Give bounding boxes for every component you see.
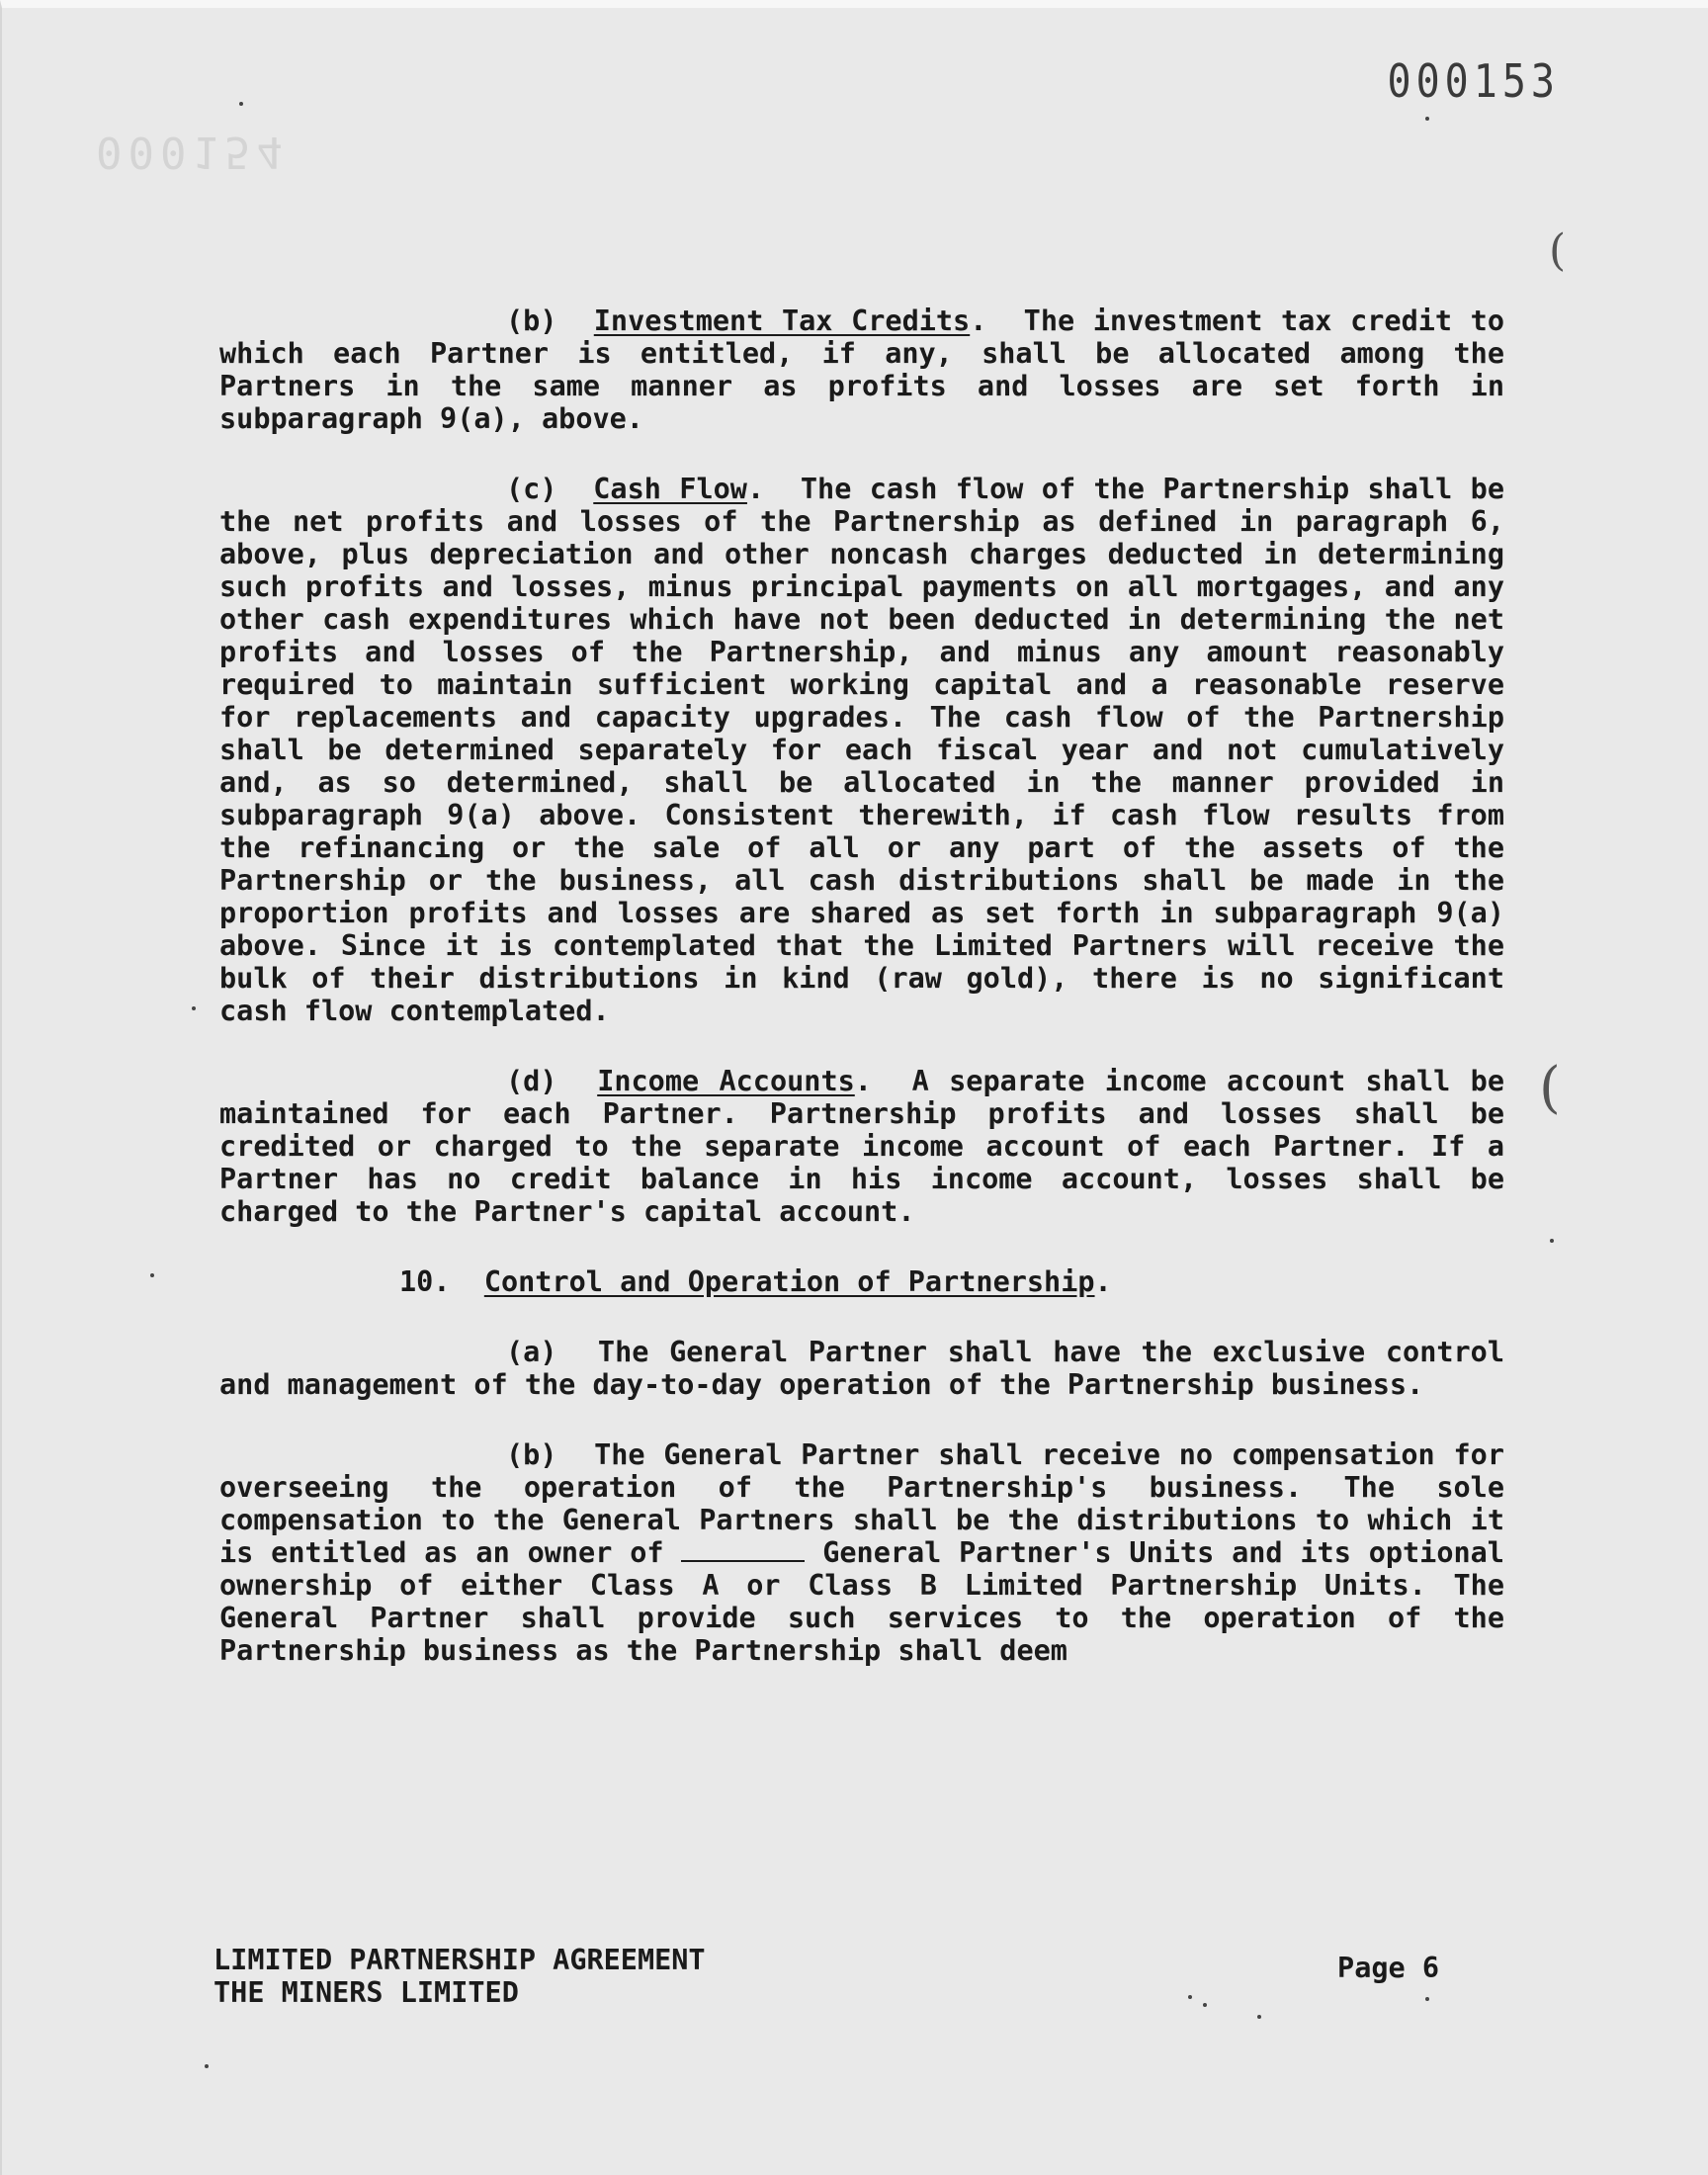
paragraph-10b (219, 1438, 1504, 1667)
footer-title: LIMITED PARTNERSHIP AGREEMENT (214, 1944, 706, 1976)
para-text: The General Partner shall receive no compensation for overseeing the operation of the Partnership's business. The sole compensation to the General Partners shall be the distributions to which it is entitled as an owner of (219, 1438, 1504, 1569)
paragraph-10a (219, 1336, 1504, 1401)
para-title: Income Accounts (597, 1065, 855, 1097)
para-text: The investment tax credit to which each Partner is entitled, if any, shall be allocated among the Partners in the same manner as profits and losses are set forth in subparagraph 9(a), above. (219, 304, 1504, 435)
margin-mark: ( (1549, 225, 1567, 276)
scan-speck (150, 1273, 154, 1277)
bleed-through-number: 000154 (96, 127, 289, 177)
footer-subtitle: THE MINERS LIMITED (214, 1976, 519, 2009)
scan-speck (1257, 2015, 1261, 2019)
scan-speck (1188, 1995, 1192, 1999)
para-text: The General Partner shall have the exclusive control and management of the day-to-day operation of the Partnership business. (219, 1336, 1504, 1401)
scan-speck (1203, 2003, 1207, 2007)
section-number: 10. (399, 1265, 451, 1298)
page-footer (214, 1944, 1439, 2009)
para-label: (b) (506, 1438, 557, 1471)
para-text: General Partner's Units and its optional ownership of either Class A or Class B Limited Partnership Units. The General Partner shall provide such services to the operation of the Partnership business as the Partnership shall deem (219, 1536, 1504, 1667)
para-title: Investment Tax Credits (593, 304, 971, 337)
para-label: (d) (506, 1065, 557, 1097)
body-text (219, 304, 1504, 1704)
paragraph-9b: (b) Investment Tax Credits. The investment tax credit to which each Partner is entitled, if any, shall be allocated among the Partners in the same manner as profits and losses are set forth in subparagraph 9(a), above. (219, 304, 1504, 435)
para-label: (b) (506, 304, 557, 337)
paragraph-9d: (d) Income Accounts. A separate income account shall be maintained for each Partner. Partnership profits and losses shall be credited or charged to the separate income account of each Partner. If a Partner has no credit balance in his income account, losses shall be charged to the Partner's capital account. (219, 1065, 1504, 1228)
scan-speck (205, 2064, 209, 2068)
paragraph-9c: (c) Cash Flow. The cash flow of the Partnership shall be the net profits and losses of the Partnership as defined in paragraph 6, above, plus depreciation and other noncash charges deducted in determining such profits and losses, minus principal payments on all mortgages, and any other cash expenditures which have not been deducted in determining the net profits and losses of the Partnership, and minus any amount reasonably required to maintain sufficient working capital and a reasonable reserve for replacements and capacity upgrades. The cash flow of the Partnership shall be determined separately for each fiscal year and not cumulatively and, as so determined, shall be allocated in the manner provided in subparagraph 9(a) above. Consistent therewith, if cash flow results from the refinancing or the sale of all or any part of the assets of the Partnership or the business, all cash distributions shall be made in the proportion profits and losses are shared as set forth in subparagraph 9(a) above. Since it is contemplated that the Limited Partners will receive the bulk of their distributions in kind (raw gold), there is no significant cash flow contemplated. (219, 473, 1504, 1027)
section-10-heading: 10. Control and Operation of Partnership. (399, 1265, 1112, 1298)
section-title: Control and Operation of Partnership (483, 1265, 1095, 1298)
para-text: A separate income account shall be maintained for each Partner. Partnership profits and losses shall be credited or charged to the separate income account of each Partner. If a Partner has no credit balance in his income account, losses shall be charged to the Partner's capital account. (219, 1065, 1504, 1228)
scan-speck (192, 1006, 196, 1010)
page-number: Page 6 (1337, 1952, 1439, 1984)
scan-speck (239, 102, 243, 106)
margin-mark: ( (1539, 1056, 1561, 1120)
bates-number: 000153 (1387, 55, 1560, 109)
para-title: Cash Flow (593, 473, 747, 505)
scan-speck (1425, 117, 1429, 121)
para-label: (a) (506, 1336, 557, 1368)
para-text: The cash flow of the Partnership shall be the net profits and losses of the Partnership as defined in paragraph 6, above, plus depreciation and other noncash charges deducted in determining such profits and losses, minus principal payments on all mortgages, and any other cash expenditures which have not been deducted in determining the net profits and losses of the Partnership, and minus any amount reasonably required to maintain sufficient working capital and a reasonable reserve for replacements and capacity upgrades. The cash flow of the Partnership shall be determined separately for each fiscal year and not cumulatively and, as so determined, shall be allocated in the manner provided in subparagraph 9(a) above. Consistent therewith, if cash flow results from the refinancing or the sale of all or any part of the assets of the Partnership or the business, all cash distributions shall be made in the proportion profits and losses are shared as set forth in subparagraph 9(a) above. Since it is contemplated that the Limited Partners will receive the bulk of their distributions in kind (raw gold), there is no significant cash flow contemplated. (219, 473, 1504, 1027)
fill-in-blank (681, 1538, 805, 1562)
scan-speck (1425, 1997, 1429, 2001)
para-label: (c) (506, 473, 557, 505)
scan-speck (1550, 1239, 1554, 1243)
